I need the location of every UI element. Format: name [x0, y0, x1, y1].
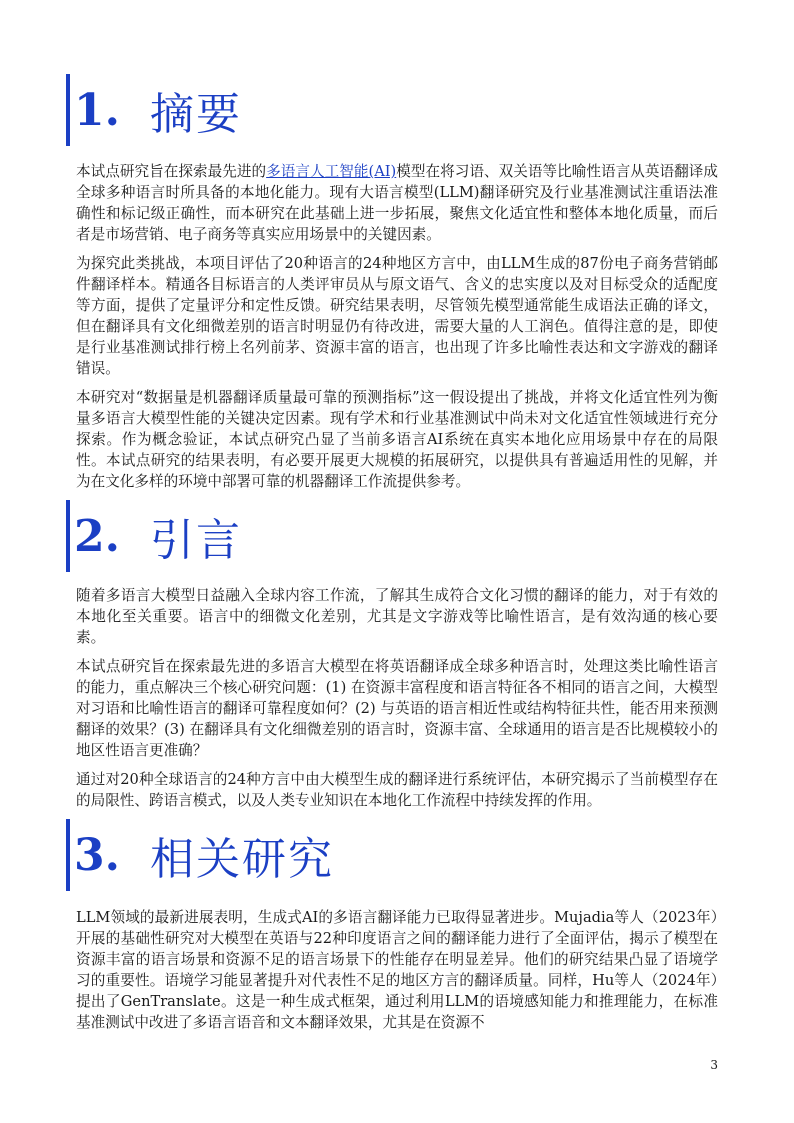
section-number: 1. [74, 84, 120, 136]
section-title: 相关研究 [150, 834, 334, 885]
page-number: 3 [710, 1058, 718, 1072]
paragraph-text: 模型在将习语、双关语等比喻性语言从英语翻译成全球多种语言时所具备的本地化能力。现有大语言模型(LLM)翻译研究及行业基准测试注重语法准确性和标记级正确性，而本研究在此基础上进一步拓展，聚焦文化适宜性和整体本地化质量，而后者是市场营销、电子商务等真实应用场景中的关键因素。 [76, 163, 718, 243]
paragraph [76, 161, 718, 245]
paragraph: 随着多语言大模型日益融入全球内容工作流，了解其生成符合文化习惯的翻译的能力，对于有效的本地化至关重要。语言中的细微文化差别，尤其是文字游戏等比喻性语言，是有效沟通的核心要素。 [76, 587, 718, 646]
section-number: 2. [74, 510, 120, 562]
section-heading [66, 500, 242, 572]
section-heading [66, 74, 242, 146]
paragraph: 为探究此类挑战，本项目评估了20种语言的24种地区方言中，由LLM生成的87份电子商务营销邮件翻译样本。精通各目标语言的人类评审员从与原文语气、含义的忠实度以及对目标受众的适配度等方面，提供了定量评分和定性反馈。研究结果表明，尽管领先模型通常能生成语法正确的译文，但在翻译具有文化细微差别的语言时明显仍有待改进，需要大量的人工润色。值得注意的是，即使是行业基准测试排行榜上名列前茅、资源丰富的语言，也出现了许多比喻性表达和文字游戏的翻译错误。 [76, 255, 718, 377]
section-body [76, 585, 718, 819]
paragraph: 本试点研究旨在探索最先进的多语言大模型在将英语翻译成全球多种语言时，处理这类比喻性语言的能力，重点解决三个核心研究问题：(1) 在资源丰富程度和语言特征各不相同的语言之间，大模型对习语和比喻性语言的翻译可靠程度如何？(2) 与英语的语言相近性或结构特征共性，能否用来预测翻译的效果？(3) 在翻译具有文化细微差别的语言时，资源丰富、全球通用的语言是否比规模较小的地区性语言更准确？ [76, 658, 718, 759]
section-body [76, 907, 718, 1041]
section-body [76, 161, 718, 500]
ai-link[interactable]: 多语言人工智能(AI) [266, 163, 397, 180]
section-title: 引言 [150, 515, 242, 566]
section-title: 摘要 [150, 89, 242, 140]
paragraph: 通过对20种全球语言的24种方言中由大模型生成的翻译进行系统评估，本研究揭示了当前模型存在的局限性、跨语言模式，以及人类专业知识在本地化工作流程中持续发挥的作用。 [76, 771, 718, 809]
paragraph: 本研究对“数据量是机器翻译质量最可靠的预测指标”这一假设提出了挑战，并将文化适宜性列为衡量多语言大模型性能的关键决定因素。现有学术和行业基准测试中尚未对文化适宜性领域进行充分探索。作为概念验证，本试点研究凸显了当前多语言AI系统在真实本地化应用场景中存在的局限性。本试点研究的结果表明，有必要开展更大规模的拓展研究，以提供具有普遍适用性的见解，并为在文化多样的环境中部署可靠的机器翻译工作流提供参考。 [76, 389, 718, 490]
paragraph-text: 本试点研究旨在探索最先进的 [76, 163, 267, 180]
section-heading [66, 819, 334, 891]
paragraph: LLM领域的最新进展表明，生成式AI的多语言翻译能力已取得显著进步。Mujadia等人（2023年）开展的基础性研究对大模型在英语与22种印度语言之间的翻译能力进行了全面评估，揭示了模型在资源丰富的语言场景和资源不足的语言场景下的性能存在明显差异。他们的研究结果凸显了语境学习的重要性。语境学习能显著提升对代表性不足的地区方言的翻译质量。同样，Hu等人（2024年）提出了GenTranslate。这是一种生成式框架，通过利用LLM的语境感知能力和推理能力，在标准基准测试中改进了多语言语音和文本翻译效果，尤其是在资源不 [76, 909, 718, 1031]
section-number: 3. [74, 829, 120, 881]
